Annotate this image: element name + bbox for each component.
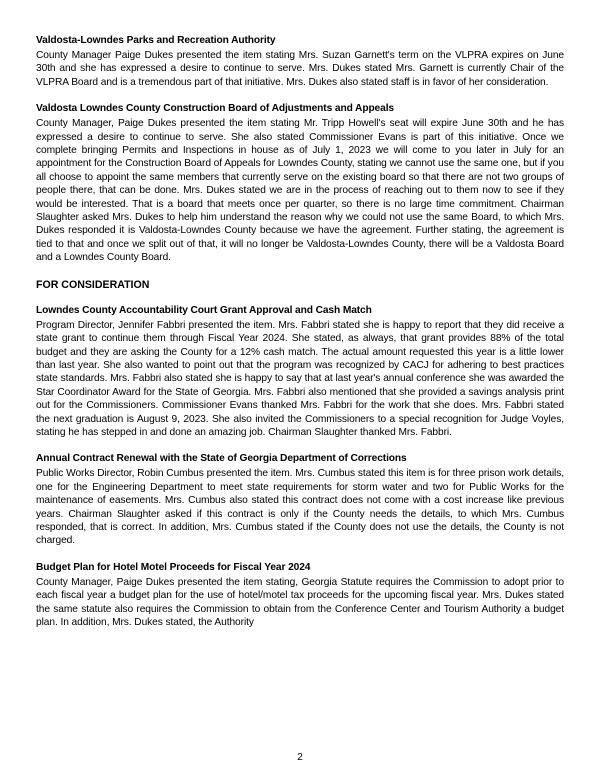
section-heading: Valdosta Lowndes County Construction Board of Adjustments and Appeals — [36, 103, 394, 115]
section-parks-recreation-authority — [36, 34, 564, 89]
for-consideration-header: FOR CONSIDERATION — [36, 278, 150, 291]
section-heading: Budget Plan for Hotel Motel Proceeds for Fiscal Year 2024 — [36, 561, 311, 573]
section-body: County Manager, Paige Dukes presented the item stating Mr. Tripp Howell's seat will expire June 30th and he has expressed a desire to continue to serve. She also stated Commissioner Evans is part of this initiative. Once we complete bringing Permits and Inspections in house as of July 1, 2023 we will come to you later in July for an appointment for the Construction Board of Appeals for Lowndes County, stating we cannot use the same one, but if you all choose to appoint the same members that currently serve on the existing board so that there are not two groups of people there, that can be done. Mrs. Dukes stated we are in the process of reaching out to them now to see if they would be interested. That is a board that meets once per quarter, so there is no large time commitment. Chairman Slaughter asked Mrs. Dukes to help him understand the reason why we could not use the same Board, to which Mrs. Dukes responded it is Valdosta-Lowndes County because we have the agreement. Further stating, the agreement is tied to that and once we split out of that, it will no longer be Valdosta-Lowndes County, there will be a Valdosta Board and a Lowndes County Board. — [36, 118, 564, 264]
section-body: County Manager Paige Dukes presented the item stating Mrs. Suzan Garnett's term on the VLPRA expires on June 30th and she has expressed a desire to continue to serve. Mrs. Dukes stated Mrs. Garnett is currently Chair of the VLPRA Board and is a tremendous part of that initiative. Mrs. Dukes also stated staff is in favor of her consideration. — [36, 50, 564, 88]
section-heading: Valdosta-Lowndes Parks and Recreation Authority — [36, 35, 276, 46]
section-body: Public Works Director, Robin Cumbus presented the item. Mrs. Cumbus stated this item is for three prison work details, one for the Engineering Department to meet state requirements for storm water and two for Public Works for the maintenance of easements. Mrs. Cumbus also stated this contract does not come with a cost increase like previous years. Chairman Slaughter asked if this contract is only if the County needs the details, to which Mrs. Cumbus responded, that is correct. In addition, Mrs. Cumbus stated if the County does not use the details, the County is not charged. — [36, 468, 564, 547]
section-heading: Annual Contract Renewal with the State of Georgia Department of Corrections — [36, 453, 407, 465]
section-accountability-court-grant — [36, 304, 564, 440]
section-body: Program Director, Jennifer Fabbri presented the item. Mrs. Fabbri stated she is happy to report that they did receive a state grant to continue them through Fiscal Year 2024. She stated, as always, that grant provides 88% of the total budget and they are asking the County for a 12% cash match. The actual amount requested this year is a little lower than last year. She also wanted to point out that the program was recognized by CACJ for adhering to best practices state standards. Mrs. Fabbri also stated she is happy to say that at last year's annual conference she was awarded the Star Coordinator Award for the State of Georgia. Mrs. Fabbri also mentioned that she provided a savings analysis print out for the Commissioners. Commissioner Evans thanked Mrs. Fabbri for the work that she does. Mrs. Fabbri stated the next graduation is August 9, 2023. She also invited the Commissioners to a special recognition for Judge Voyles, stating he has stepped in and done an amazing job. Chairman Slaughter thanked Mrs. Fabbri. — [36, 319, 564, 438]
section-annual-contract-renewal-corrections — [36, 452, 564, 547]
section-heading: Lowndes County Accountability Court Grant Approval and Cash Match — [36, 304, 372, 316]
page-number: 2 — [297, 752, 303, 763]
section-body: County Manager, Paige Dukes presented the item stating, Georgia Statute requires the Commission to adopt prior to each fiscal year a budget plan for the use of hotel/motel tax proceeds for the upcoming fiscal year. Mrs. Dukes stated the same statute also requires the Commission to obtain from the Conference Center and Tourism Authority a budget plan. In addition, Mrs. Dukes stated, the Authority — [36, 576, 564, 628]
section-construction-board-adjustments-appeals — [36, 102, 564, 264]
section-budget-plan-hotel-motel — [36, 561, 564, 630]
